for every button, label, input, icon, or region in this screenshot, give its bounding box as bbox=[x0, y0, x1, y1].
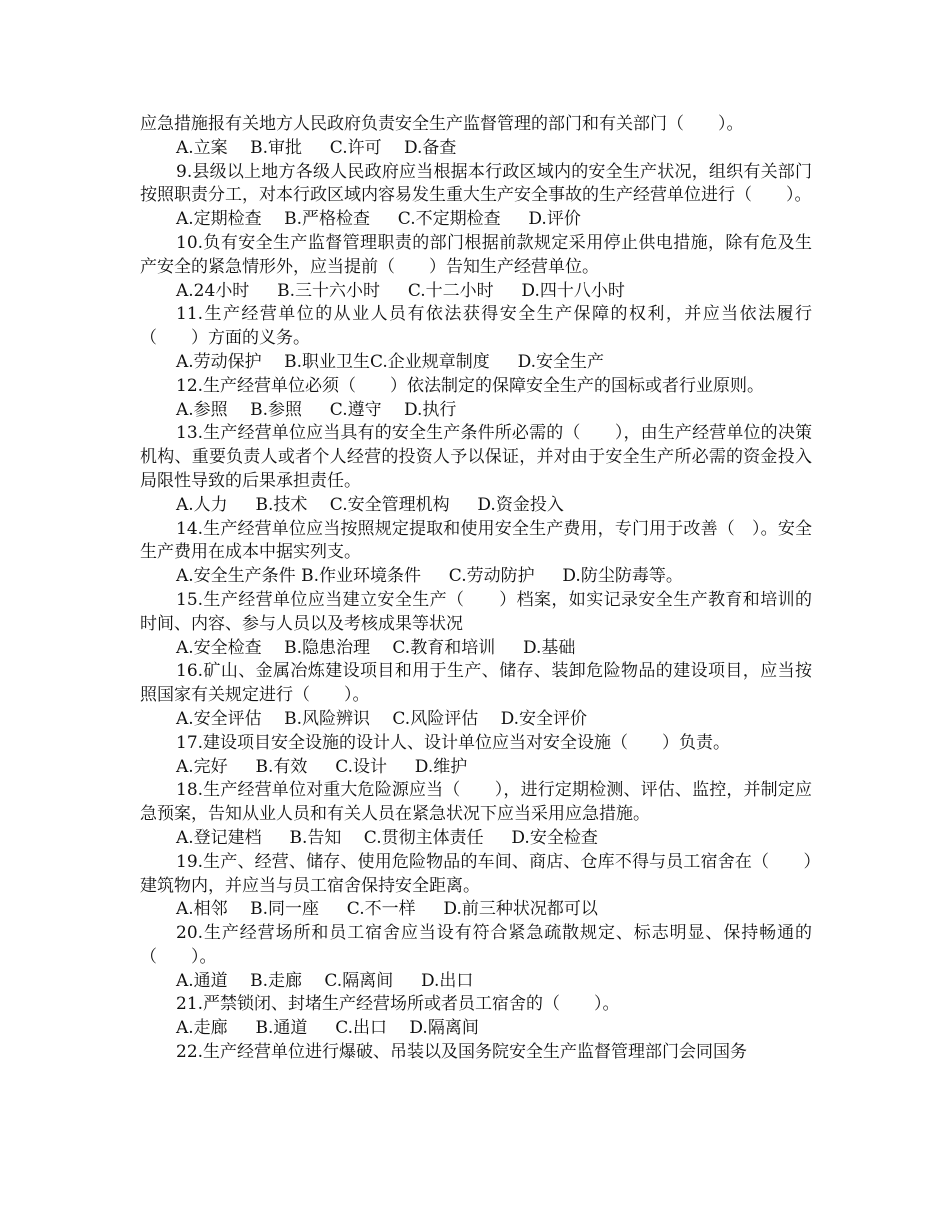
answer-options: A.相邻 B.同一座 C.不一样 D.前三种状况都可以 bbox=[176, 899, 598, 920]
answer-options: A.劳动保护 B.职业卫生C.企业规章制度 D.安全生产 bbox=[176, 351, 605, 372]
answer-options: A.参照 B.参照 C.遵守 D.执行 bbox=[176, 399, 457, 420]
answer-options: A.定期检查 B.严格检查 C.不定期检查 D.评价 bbox=[176, 209, 581, 230]
question-15: 15.生产经营单位应当建立安全生产（ ）档案，如实记录安全生产教育和培训的时间、内容、参与人员以及考核成果等状况 bbox=[140, 589, 812, 634]
question-20: 20.生产经营场所和员工宿舍应当设有符合紧急疏散规定、标志明显、保持畅通的（ ）。 bbox=[140, 923, 812, 967]
question-12: 12.生产经营单位必须（ ）依法制定的保障安全生产的国标或者行业原则。 bbox=[176, 375, 765, 396]
question-17: 17.建设项目安全设施的设计人、设计单位应当对安全设施（ ）负责。 bbox=[176, 732, 731, 753]
question-19: 19.生产、经营、储存、使用危险物品的车间、商店、仓库不得与员工宿舍在（ ）建筑物内，并应当与员工宿舍保持安全距离。 bbox=[140, 851, 812, 896]
answer-options: A.安全评估 B.风险辨识 C.风险评估 D.安全评价 bbox=[176, 708, 588, 729]
question-continuation: 应急措施报有关地方人民政府负责安全生产监督管理的部门和有关部门（ ）。 bbox=[140, 114, 744, 134]
document-page bbox=[140, 113, 812, 1065]
question-11: 11.生产经营单位的从业人员有依法获得安全生产保障的权利，并应当依法履行（ ）方面的义务。 bbox=[140, 304, 812, 349]
question-14: 14.生产经营单位应当按照规定提取和使用安全生产费用，专门用于改善（ ）。安全生产费用在成本中据实列支。 bbox=[140, 518, 812, 563]
question-22: 22.生产经营单位进行爆破、吊装以及国务院安全生产监督管理部门会同国务 bbox=[176, 1042, 748, 1063]
question-10: 10.负有安全生产监督管理职责的部门根据前款规定采用停止供电措施，除有危及生产安全的紧急情形外，应当提前（ ）告知生产经营单位。 bbox=[140, 232, 812, 277]
answer-options: A.完好 B.有效 C.设计 D.维护 bbox=[176, 756, 468, 777]
question-9: 9.县级以上地方各级人民政府应当根据本行政区域内的安全生产状况，组织有关部门按照职责分工，对本行政区域内容易发生重大生产安全事故的生产经营单位进行（ ）。 bbox=[140, 161, 812, 206]
answer-options: A.登记建档 B.告知 C.贯彻主体责任 D.安全检查 bbox=[176, 827, 598, 848]
answer-options: A.安全生产条件 B.作业环境条件 C.劳动防护 D.防尘防毒等。 bbox=[176, 566, 683, 587]
question-18: 18.生产经营单位对重大危险源应当（ ），进行定期检测、评估、监控，并制定应急预案，告知从业人员和有关人员在紧急状况下应当采用应急措施。 bbox=[140, 780, 812, 825]
answer-options: A.通道 B.走廊 C.隔离间 D.出口 bbox=[176, 970, 474, 991]
question-16: 16.矿山、金属冶炼建设项目和用于生产、储存、装卸危险物品的建设项目，应当按照国家有关规定进行（ ）。 bbox=[140, 661, 812, 706]
answer-options: A.安全检查 B.隐患治理 C.教育和培训 D.基础 bbox=[176, 637, 576, 658]
question-13: 13.生产经营单位应当具有的安全生产条件所必需的（ ），由生产经营单位的决策机构、重要负责人或者个人经营的投资人予以保证，并对由于安全生产所必需的资金投入局限性导致的后果承担责任。 bbox=[140, 423, 812, 491]
answer-options: A.人力 B.技术 C.安全管理机构 D.资金投入 bbox=[176, 494, 564, 515]
answer-options: A.立案 B.审批 C.许可 D.备查 bbox=[176, 137, 457, 158]
answer-options: A.走廊 B.通道 C.出口 D.隔离间 bbox=[176, 1018, 479, 1039]
question-21: 21.严禁锁闭、封堵生产经营场所或者员工宿舍的（ ）。 bbox=[176, 994, 620, 1015]
answer-options: A.24小时 B.三十六小时 C.十二小时 D.四十八小时 bbox=[176, 280, 625, 301]
